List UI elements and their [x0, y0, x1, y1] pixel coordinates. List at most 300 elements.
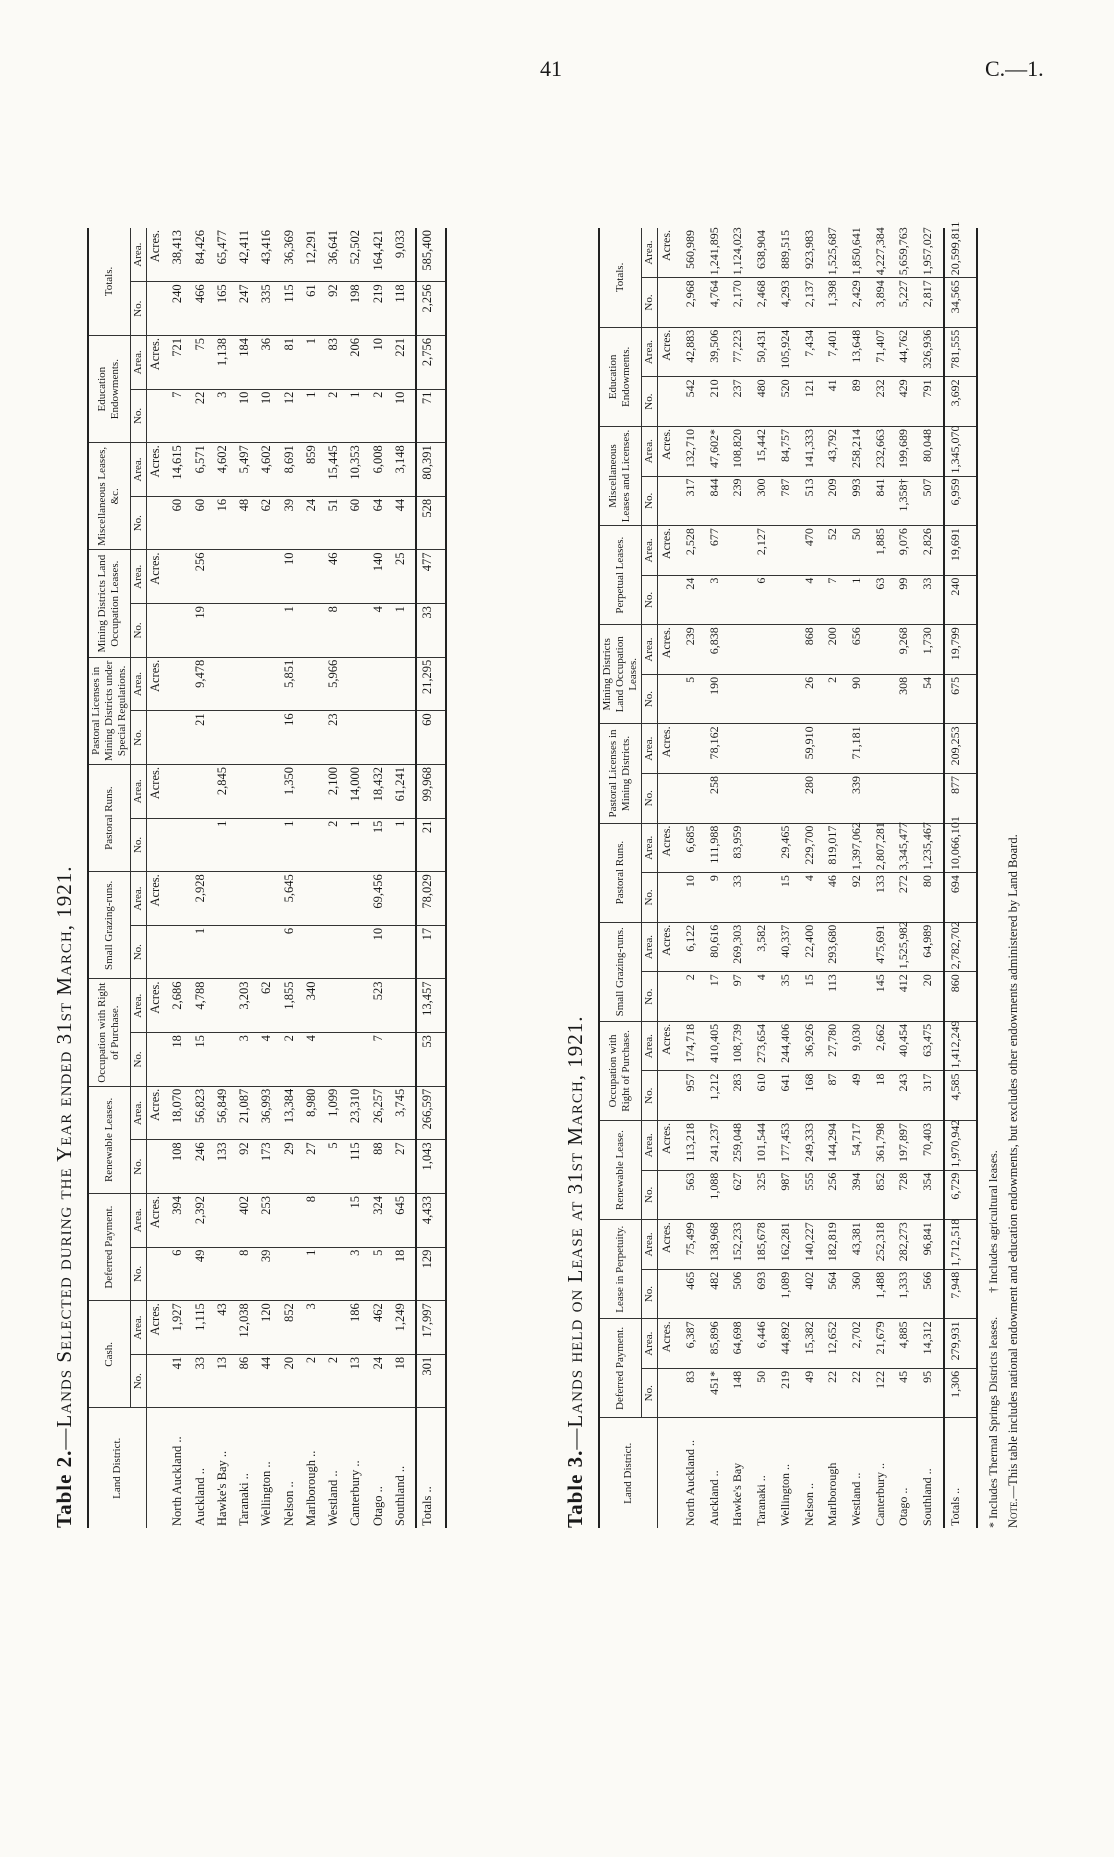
count-cell: 246: [192, 1140, 214, 1194]
count-cell: 41: [824, 377, 848, 427]
table-row: [214, 228, 236, 1528]
total-area-cell: 21,295: [416, 657, 446, 711]
area-cell: 36,369: [281, 228, 303, 282]
count-cell: 9: [706, 873, 730, 923]
table-2-body: [146, 228, 446, 1528]
area-cell: 324: [370, 1194, 392, 1248]
area-cell: 108,739: [729, 1021, 753, 1071]
total-area-cell: 585,400: [416, 228, 446, 282]
count-cell: [392, 711, 416, 765]
area-cell: 40,337: [777, 922, 801, 972]
land-district-cell: [370, 1408, 392, 1528]
count-cell: 237: [729, 377, 753, 427]
leader-dots: ..: [214, 1450, 229, 1458]
subhead-no: No.: [641, 278, 657, 328]
col-small-grazing: Small Grazing-runs.: [88, 872, 130, 979]
count-cell: 5: [370, 1247, 392, 1301]
subhead-no: No.: [130, 389, 146, 443]
count-cell: 3,894: [872, 278, 896, 328]
table-row: [848, 228, 872, 1528]
area-cell: 197,897: [895, 1121, 919, 1171]
count-cell: 4,764: [706, 278, 730, 328]
count-cell: 27: [392, 1140, 416, 1194]
table-row: [370, 228, 392, 1528]
units-no-cell: [146, 496, 169, 550]
district-name: Taranaki: [754, 1484, 769, 1526]
area-cell: 326,936: [919, 327, 944, 377]
subhead-no: No.: [130, 711, 146, 765]
land-district-cell: [753, 1418, 777, 1528]
area-cell: 2,686: [169, 979, 191, 1033]
land-district-cell: [706, 1418, 730, 1528]
count-cell: 121: [801, 377, 825, 427]
area-cell: 144,294: [824, 1121, 848, 1171]
count-cell: 354: [919, 1170, 944, 1220]
units-no-cell: [657, 873, 681, 923]
count-cell: 5: [325, 1140, 347, 1194]
totals-label-cell: [416, 1408, 446, 1528]
leader-dots: ..: [370, 1486, 385, 1493]
count-cell: 283: [729, 1071, 753, 1121]
count-cell: 16: [214, 496, 236, 550]
count-cell: 50: [753, 1368, 777, 1418]
count-cell: 113: [824, 972, 848, 1022]
count-cell: 133: [214, 1140, 236, 1194]
total-area-cell: 781,555: [944, 327, 977, 377]
leader-dots: ..: [392, 1465, 407, 1473]
area-cell: [169, 657, 191, 711]
count-cell: 17: [706, 972, 730, 1022]
note-label: Note.: [1006, 1498, 1020, 1528]
total-count-cell: 6,729: [944, 1170, 977, 1220]
leader-dots: ..: [706, 1470, 721, 1477]
units-acres-cell: Acres.: [146, 1086, 169, 1140]
area-cell: 253: [258, 1194, 280, 1248]
area-cell: 61,241: [392, 765, 416, 819]
count-cell: [347, 711, 369, 765]
col-pastoral-licenses: Pastoral Licenses in Mining Districts.: [599, 724, 641, 823]
count-cell: [214, 1033, 236, 1087]
count-cell: 26: [801, 674, 825, 724]
area-cell: 75: [192, 336, 214, 390]
count-cell: [392, 925, 416, 979]
count-cell: 232: [872, 377, 896, 427]
subhead-area: Area.: [130, 872, 146, 926]
district-name: Canterbury: [348, 1469, 363, 1526]
count-cell: 4: [370, 604, 392, 658]
count-cell: [777, 575, 801, 625]
leader-dots: ..: [777, 1463, 792, 1470]
total-area-cell: 2,782,702: [944, 922, 977, 972]
area-cell: 1,525,687: [824, 228, 848, 278]
area-cell: 13,648: [848, 327, 872, 377]
table-3-subheader: [641, 228, 657, 1528]
area-cell: 85,896: [706, 1319, 730, 1369]
subhead-area: Area.: [641, 724, 657, 774]
count-cell: 7: [824, 575, 848, 625]
district-name: Nelson: [801, 1492, 816, 1526]
count-cell: 1: [303, 389, 325, 443]
col-misc-leases: Miscellaneous Leases, &c.: [88, 443, 130, 550]
area-cell: 282,273: [895, 1220, 919, 1270]
area-cell: [777, 724, 801, 774]
total-area-cell: 17,997: [416, 1301, 446, 1355]
count-cell: 18: [392, 1247, 416, 1301]
area-cell: 40,454: [895, 1021, 919, 1071]
area-cell: [236, 765, 258, 819]
total-count-cell: 17: [416, 925, 446, 979]
area-cell: 6,008: [370, 443, 392, 497]
count-cell: 210: [706, 377, 730, 427]
area-cell: [682, 724, 706, 774]
count-cell: 1,358†: [895, 476, 919, 526]
count-cell: 13: [214, 1354, 236, 1408]
total-count-cell: 860: [944, 972, 977, 1022]
area-cell: [777, 526, 801, 576]
area-cell: 75,499: [682, 1220, 706, 1270]
land-district-cell: [895, 1418, 919, 1528]
count-cell: [919, 773, 944, 823]
area-cell: 1,397,062: [848, 823, 872, 873]
count-cell: [214, 1247, 236, 1301]
count-cell: 27: [303, 1140, 325, 1194]
page-number: 41: [540, 56, 562, 81]
subhead-no: No.: [130, 1140, 146, 1194]
area-cell: 59,910: [801, 724, 825, 774]
count-cell: 465: [682, 1269, 706, 1319]
table-row: [192, 228, 214, 1528]
area-cell: 2,702: [848, 1319, 872, 1369]
area-cell: [370, 657, 392, 711]
count-cell: [347, 925, 369, 979]
area-cell: 14,000: [347, 765, 369, 819]
col-occupation: Occupation with Right of Purchase.: [88, 979, 130, 1086]
subhead-no: No.: [130, 1354, 146, 1408]
count-cell: 15: [777, 873, 801, 923]
area-cell: 256: [192, 550, 214, 604]
area-cell: 1,957,027: [919, 228, 944, 278]
count-cell: 335: [258, 282, 280, 336]
count-cell: 787: [777, 476, 801, 526]
total-area-cell: 1,412,249: [944, 1021, 977, 1071]
count-cell: 22: [824, 1368, 848, 1418]
area-cell: 46: [325, 550, 347, 604]
district-name: Marlborough: [303, 1460, 318, 1526]
area-cell: 1: [303, 336, 325, 390]
area-cell: 229,700: [801, 823, 825, 873]
count-cell: 1: [848, 575, 872, 625]
count-cell: [347, 1033, 369, 1087]
area-cell: 14,312: [919, 1319, 944, 1369]
count-cell: 8: [325, 604, 347, 658]
units-acres-cell: Acres.: [657, 526, 681, 576]
subhead-no: No.: [130, 496, 146, 550]
footnote-agricultural: † Includes agricultural leases.: [986, 1150, 1000, 1293]
table-row: [258, 228, 280, 1528]
area-cell: 8,691: [281, 443, 303, 497]
total-area-cell: 477: [416, 550, 446, 604]
units-row: [146, 228, 169, 1528]
area-cell: [169, 872, 191, 926]
area-cell: 8,980: [303, 1086, 325, 1140]
units-acres-cell: Acres.: [657, 1319, 681, 1369]
count-cell: 60: [347, 496, 369, 550]
units-acres-cell: Acres.: [146, 228, 169, 282]
count-cell: 1: [281, 604, 303, 658]
units-no-cell: [657, 972, 681, 1022]
area-cell: 645: [392, 1194, 416, 1248]
total-count-cell: 1,306: [944, 1368, 977, 1418]
count-cell: 16: [281, 711, 303, 765]
area-cell: 4,602: [214, 443, 236, 497]
land-district-cell: [169, 1408, 191, 1528]
land-district-cell: [729, 1418, 753, 1528]
count-cell: 1: [192, 925, 214, 979]
area-cell: 140: [370, 550, 392, 604]
area-cell: 26,257: [370, 1086, 392, 1140]
area-cell: 71,407: [872, 327, 896, 377]
count-cell: 2,429: [848, 278, 872, 328]
subhead-no: No.: [130, 1247, 146, 1301]
count-cell: 6: [169, 1247, 191, 1301]
count-cell: 18: [872, 1071, 896, 1121]
area-cell: [777, 625, 801, 675]
total-count-cell: 3,692: [944, 377, 977, 427]
count-cell: 4: [801, 873, 825, 923]
area-cell: 819,017: [824, 823, 848, 873]
area-cell: 2,127: [753, 526, 777, 576]
count-cell: 148: [729, 1368, 753, 1418]
area-cell: 4,227,384: [872, 228, 896, 278]
count-cell: 24: [303, 496, 325, 550]
district-name: Hawke's Bay: [730, 1462, 745, 1526]
area-cell: 10: [370, 336, 392, 390]
count-cell: 108: [169, 1140, 191, 1194]
units-acres-cell: Acres.: [657, 823, 681, 873]
units-acres-cell: Acres.: [146, 979, 169, 1033]
area-cell: [392, 872, 416, 926]
subhead-area: Area.: [641, 1220, 657, 1270]
land-district-cell: [848, 1418, 872, 1528]
area-cell: 152,233: [729, 1220, 753, 1270]
count-cell: 542: [682, 377, 706, 427]
area-cell: [729, 526, 753, 576]
leader-dots: ..: [326, 1470, 341, 1477]
count-cell: [729, 773, 753, 823]
table-row: [392, 228, 416, 1528]
count-cell: 1: [281, 818, 303, 872]
units-no-cell: [657, 1368, 681, 1418]
count-cell: 15: [370, 818, 392, 872]
count-cell: [729, 575, 753, 625]
count-cell: 61: [303, 282, 325, 336]
count-cell: 86: [236, 1354, 258, 1408]
area-cell: 221: [392, 336, 416, 390]
units-acres-cell: Acres.: [657, 327, 681, 377]
leader-dots: ..: [948, 1487, 963, 1494]
count-cell: 19: [192, 604, 214, 658]
land-district-cell: [303, 1408, 325, 1528]
count-cell: 4: [801, 575, 825, 625]
units-no-cell: [657, 278, 681, 328]
units-acres-cell: Acres.: [146, 336, 169, 390]
area-cell: [303, 657, 325, 711]
count-cell: 198: [347, 282, 369, 336]
count-cell: 89: [848, 377, 872, 427]
leader-dots: ..: [303, 1450, 318, 1457]
count-cell: 80: [919, 873, 944, 923]
units-no-cell: [146, 1354, 169, 1408]
col-small-grazing: Small Grazing-runs.: [599, 922, 641, 1021]
col-renewable-leases: Renewable Leases.: [88, 1086, 130, 1193]
table-row: [169, 228, 191, 1528]
count-cell: 3: [236, 1033, 258, 1087]
area-cell: 36,926: [801, 1021, 825, 1071]
area-cell: [325, 1194, 347, 1248]
area-cell: [236, 550, 258, 604]
total-area-cell: 78,029: [416, 872, 446, 926]
area-cell: 1,099: [325, 1086, 347, 1140]
area-cell: 9,478: [192, 657, 214, 711]
subhead-no: No.: [641, 972, 657, 1022]
units-row-label: [146, 1408, 169, 1528]
area-cell: 361,798: [872, 1121, 896, 1171]
leader-dots: ..: [348, 1460, 363, 1467]
count-cell: 20: [281, 1354, 303, 1408]
count-cell: 360: [848, 1269, 872, 1319]
units-no-cell: [657, 575, 681, 625]
count-cell: 2,817: [919, 278, 944, 328]
table-row: [824, 228, 848, 1528]
area-cell: 232,663: [872, 426, 896, 476]
units-acres-cell: Acres.: [657, 724, 681, 774]
count-cell: 1,488: [872, 1269, 896, 1319]
district-name: Otago: [370, 1495, 385, 1526]
count-cell: 2: [325, 1354, 347, 1408]
area-cell: 2,392: [192, 1194, 214, 1248]
count-cell: 280: [801, 773, 825, 823]
count-cell: 317: [682, 476, 706, 526]
area-cell: [347, 657, 369, 711]
subhead-area: Area.: [641, 327, 657, 377]
area-cell: 340: [303, 979, 325, 1033]
count-cell: 987: [777, 1170, 801, 1220]
land-district-cell: [824, 1418, 848, 1528]
total-count-cell: 301: [416, 1354, 446, 1408]
area-cell: 43,381: [848, 1220, 872, 1270]
area-cell: 140,227: [801, 1220, 825, 1270]
total-count-cell: 129: [416, 1247, 446, 1301]
district-name: Southland: [920, 1477, 935, 1526]
area-cell: 923,983: [801, 228, 825, 278]
count-cell: 1: [303, 1247, 325, 1301]
count-cell: 1: [392, 818, 416, 872]
district-name: Nelson: [281, 1490, 296, 1526]
count-cell: 18: [169, 1033, 191, 1087]
count-cell: [729, 674, 753, 724]
subhead-area: Area.: [130, 443, 146, 497]
area-cell: 273,654: [753, 1021, 777, 1071]
table-2-block: [52, 228, 447, 1528]
table-2-group-header: [88, 228, 130, 1528]
total-area-cell: 19,799: [944, 625, 977, 675]
area-cell: 56,849: [214, 1086, 236, 1140]
count-cell: 22: [848, 1368, 872, 1418]
area-cell: 523: [370, 979, 392, 1033]
units-no-cell: [657, 476, 681, 526]
area-cell: 1,855: [281, 979, 303, 1033]
count-cell: [872, 773, 896, 823]
area-cell: 174,718: [682, 1021, 706, 1071]
area-cell: 402: [236, 1194, 258, 1248]
count-cell: 64: [370, 496, 392, 550]
area-cell: 244,406: [777, 1021, 801, 1071]
count-cell: 90: [848, 674, 872, 724]
count-cell: 87: [824, 1071, 848, 1121]
table-3: [598, 221, 978, 1528]
subhead-no: No.: [641, 773, 657, 823]
count-cell: 256: [824, 1170, 848, 1220]
area-cell: 27,780: [824, 1021, 848, 1071]
area-cell: 113,218: [682, 1121, 706, 1171]
district-name: Southland: [392, 1475, 407, 1526]
district-name: Canterbury: [872, 1472, 887, 1526]
area-cell: 71,181: [848, 724, 872, 774]
area-cell: 3: [303, 1301, 325, 1355]
units-no-cell: [146, 389, 169, 443]
page-reference: C.—1.: [985, 56, 1044, 81]
area-cell: 4,602: [258, 443, 280, 497]
area-cell: 25: [392, 550, 416, 604]
area-cell: 1,730: [919, 625, 944, 675]
area-cell: 2,845: [214, 765, 236, 819]
land-district-cell: [872, 1418, 896, 1528]
area-cell: 42,883: [682, 327, 706, 377]
count-cell: 2,170: [729, 278, 753, 328]
area-cell: 84,426: [192, 228, 214, 282]
count-cell: 48: [236, 496, 258, 550]
units-no-cell: [146, 925, 169, 979]
area-cell: 164,421: [370, 228, 392, 282]
area-cell: 111,988: [706, 823, 730, 873]
area-cell: 18,070: [169, 1086, 191, 1140]
area-cell: 12,291: [303, 228, 325, 282]
units-no-cell: [657, 674, 681, 724]
area-cell: 200: [824, 625, 848, 675]
total-area-cell: 209,253: [944, 724, 977, 774]
count-cell: 844: [706, 476, 730, 526]
area-cell: 36: [258, 336, 280, 390]
area-cell: 410,405: [706, 1021, 730, 1071]
table-3-title: —Lands held on Lease at 31st March, 1921.: [563, 1015, 587, 1450]
units-acres-cell: Acres.: [146, 765, 169, 819]
count-cell: 482: [706, 1269, 730, 1319]
area-cell: [258, 657, 280, 711]
area-cell: [325, 979, 347, 1033]
area-cell: 852: [281, 1301, 303, 1355]
count-cell: 300: [753, 476, 777, 526]
area-cell: 1,525,982: [895, 922, 919, 972]
area-cell: 29,465: [777, 823, 801, 873]
count-cell: 325: [753, 1170, 777, 1220]
area-cell: [192, 765, 214, 819]
land-district-cell: [347, 1408, 369, 1528]
count-cell: 12: [281, 389, 303, 443]
area-cell: 10: [281, 550, 303, 604]
area-cell: 1,138: [214, 336, 236, 390]
count-cell: 1: [392, 604, 416, 658]
count-cell: 10: [236, 389, 258, 443]
